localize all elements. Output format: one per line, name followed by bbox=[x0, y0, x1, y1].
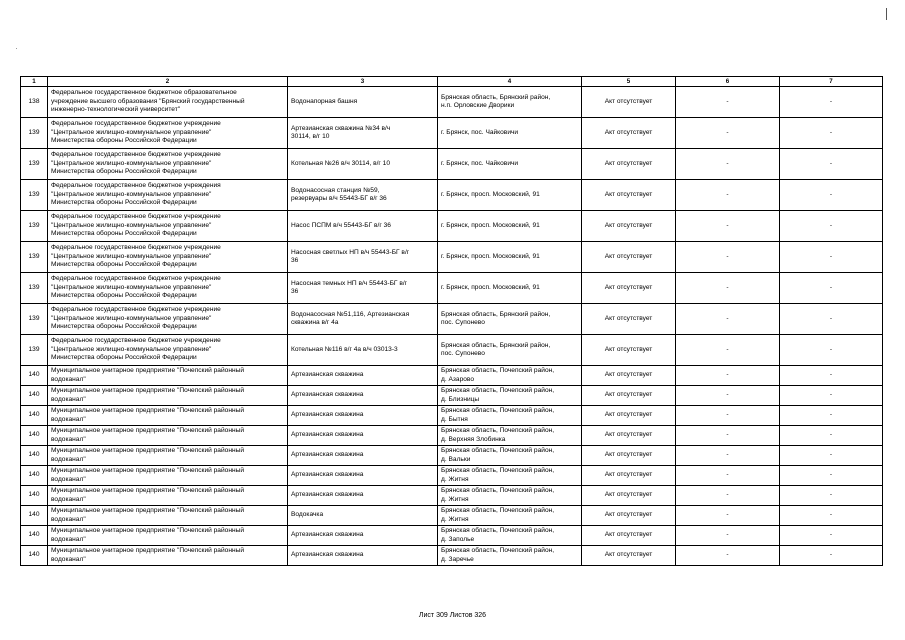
act-status-cell: Акт отсутствует bbox=[582, 273, 676, 304]
column-7-cell: - bbox=[780, 180, 883, 211]
header-col-4: 4 bbox=[438, 77, 582, 87]
column-7-cell: - bbox=[780, 426, 883, 446]
organization-cell: Федеральное государственное бюджетное учреждение "Центральное жилищно-коммунальное управление" Министерства обороны Российской Федерации bbox=[48, 273, 288, 304]
address-cell: г. Брянск, просп. Московский, 91 bbox=[438, 273, 582, 304]
object-cell: Артезианская скважина №34 в/ч 30114, в/г 10 bbox=[288, 118, 438, 149]
organization-cell: Муниципальное унитарное предприятие "Почепский районный водоканал" bbox=[48, 466, 288, 486]
header-col-7: 7 bbox=[780, 77, 883, 87]
row-number-cell: 139 bbox=[21, 180, 48, 211]
row-number-cell: 140 bbox=[21, 446, 48, 466]
address-cell: Брянская область, Почепский район, д. Бытня bbox=[438, 406, 582, 426]
column-6-cell: - bbox=[676, 406, 780, 426]
act-status-cell: Акт отсутствует bbox=[582, 304, 676, 335]
column-7-cell: - bbox=[780, 118, 883, 149]
object-cell: Насосная светлых НП в/ч 55443-БГ в/г 36 bbox=[288, 242, 438, 273]
column-6-cell: - bbox=[676, 180, 780, 211]
column-7-cell: - bbox=[780, 406, 883, 426]
act-status-cell: Акт отсутствует bbox=[582, 118, 676, 149]
header-col-6: 6 bbox=[676, 77, 780, 87]
address-cell: Брянская область, Брянский район, пос. Супонево bbox=[438, 335, 582, 366]
column-7-cell: - bbox=[780, 446, 883, 466]
row-number-cell: 139 bbox=[21, 118, 48, 149]
table-row bbox=[21, 406, 883, 426]
column-6-cell: - bbox=[676, 446, 780, 466]
act-status-cell: Акт отсутствует bbox=[582, 386, 676, 406]
address-cell: Брянская область, Брянский район, пос. Супонево bbox=[438, 304, 582, 335]
column-6-cell: - bbox=[676, 273, 780, 304]
address-cell: Брянская область, Почепский район, д. Житня bbox=[438, 486, 582, 506]
address-cell: Брянская область, Почепский район, д. Верхняя Злобинка bbox=[438, 426, 582, 446]
table-row bbox=[21, 366, 883, 386]
address-cell: Брянская область, Почепский район, д. Заполье bbox=[438, 526, 582, 546]
header-col-1: 1 bbox=[21, 77, 48, 87]
act-status-cell: Акт отсутствует bbox=[582, 242, 676, 273]
row-number-cell: 140 bbox=[21, 546, 48, 566]
object-cell: Котельная №116 в/г 4а в/ч 03013-3 bbox=[288, 335, 438, 366]
address-cell: г. Брянск, пос. Чайковичи bbox=[438, 118, 582, 149]
column-6-cell: - bbox=[676, 506, 780, 526]
row-number-cell: 140 bbox=[21, 386, 48, 406]
object-cell: Водонапорная башня bbox=[288, 87, 438, 118]
act-status-cell: Акт отсутствует bbox=[582, 211, 676, 242]
organization-cell: Федеральное государственное бюджетное учреждение "Центральное жилищно-коммунальное управление" Министерства обороны Российской Федерации bbox=[48, 211, 288, 242]
object-cell: Артезианская скважина bbox=[288, 366, 438, 386]
object-cell: Артезианская скважина bbox=[288, 486, 438, 506]
scan-speck bbox=[16, 48, 17, 49]
column-6-cell: - bbox=[676, 87, 780, 118]
organization-cell: Муниципальное унитарное предприятие "Почепский районный водоканал" bbox=[48, 406, 288, 426]
organization-cell: Муниципальное унитарное предприятие "Почепский районный водоканал" bbox=[48, 366, 288, 386]
act-status-cell: Акт отсутствует bbox=[582, 446, 676, 466]
act-status-cell: Акт отсутствует bbox=[582, 366, 676, 386]
object-cell: Артезианская скважина bbox=[288, 406, 438, 426]
address-cell: г. Брянск, пос. Чайковичи bbox=[438, 149, 582, 180]
object-cell: Насосная темных НП в/ч 55443-БГ в/г 36 bbox=[288, 273, 438, 304]
column-6-cell: - bbox=[676, 386, 780, 406]
table-row bbox=[21, 546, 883, 566]
organization-cell: Федеральное государственное бюджетное учреждение "Центральное жилищно-коммунальное управление" Министерства обороны Российской Федерации bbox=[48, 149, 288, 180]
organization-cell: Муниципальное унитарное предприятие "Почепский районный водоканал" bbox=[48, 386, 288, 406]
table-row bbox=[21, 426, 883, 446]
header-col-3: 3 bbox=[288, 77, 438, 87]
row-number-cell: 140 bbox=[21, 486, 48, 506]
column-6-cell: - bbox=[676, 526, 780, 546]
row-number-cell: 140 bbox=[21, 426, 48, 446]
table-row bbox=[21, 466, 883, 486]
column-7-cell: - bbox=[780, 486, 883, 506]
organization-cell: Муниципальное унитарное предприятие "Почепский районный водоканал" bbox=[48, 506, 288, 526]
column-7-cell: - bbox=[780, 506, 883, 526]
object-cell: Артезианская скважина bbox=[288, 466, 438, 486]
address-cell: Брянская область, Почепский район, д. Житня bbox=[438, 506, 582, 526]
organization-cell: Муниципальное унитарное предприятие "Почепский районный водоканал" bbox=[48, 486, 288, 506]
column-7-cell: - bbox=[780, 386, 883, 406]
table-row bbox=[21, 149, 883, 180]
object-cell: Водонасосная станция №59, резервуары в/ч 55443-БГ в/г 36 bbox=[288, 180, 438, 211]
act-status-cell: Акт отсутствует bbox=[582, 426, 676, 446]
table-row bbox=[21, 273, 883, 304]
table-row bbox=[21, 386, 883, 406]
object-cell: Артезианская скважина bbox=[288, 446, 438, 466]
table-row bbox=[21, 446, 883, 466]
column-7-cell: - bbox=[780, 546, 883, 566]
organization-cell: Муниципальное унитарное предприятие "Почепский районный водоканал" bbox=[48, 446, 288, 466]
organization-cell: Федеральное государственное бюджетное образовательное учреждение высшего образования "Брянский государственный инженерно-технологический университет" bbox=[48, 87, 288, 118]
table-row bbox=[21, 506, 883, 526]
address-cell: Брянская область, Почепский район, д. Вальки bbox=[438, 446, 582, 466]
act-status-cell: Акт отсутствует bbox=[582, 87, 676, 118]
row-number-cell: 140 bbox=[21, 466, 48, 486]
column-6-cell: - bbox=[676, 304, 780, 335]
act-status-cell: Акт отсутствует bbox=[582, 506, 676, 526]
object-cell: Водокачка bbox=[288, 506, 438, 526]
address-cell: Брянская область, Почепский район, д. Заречье bbox=[438, 546, 582, 566]
object-cell: Артезианская скважина bbox=[288, 546, 438, 566]
column-6-cell: - bbox=[676, 149, 780, 180]
table-row bbox=[21, 180, 883, 211]
column-6-cell: - bbox=[676, 546, 780, 566]
table-row bbox=[21, 304, 883, 335]
object-cell: Артезианская скважина bbox=[288, 426, 438, 446]
organization-cell: Федеральное государственное бюджетное учреждение "Центральное жилищно-коммунальное управление" Министерства обороны Российской Федерации bbox=[48, 118, 288, 149]
row-number-cell: 139 bbox=[21, 335, 48, 366]
header-row bbox=[21, 77, 883, 87]
act-status-cell: Акт отсутствует bbox=[582, 546, 676, 566]
column-6-cell: - bbox=[676, 242, 780, 273]
column-7-cell: - bbox=[780, 466, 883, 486]
column-7-cell: - bbox=[780, 335, 883, 366]
row-number-cell: 140 bbox=[21, 526, 48, 546]
table-row bbox=[21, 335, 883, 366]
row-number-cell: 140 bbox=[21, 406, 48, 426]
organization-cell: Муниципальное унитарное предприятие "Почепский районный водоканал" bbox=[48, 426, 288, 446]
organization-cell: Муниципальное унитарное предприятие "Почепский районный водоканал" bbox=[48, 546, 288, 566]
row-number-cell: 140 bbox=[21, 366, 48, 386]
address-cell: Брянская область, Почепский район, д. Житня bbox=[438, 466, 582, 486]
column-6-cell: - bbox=[676, 118, 780, 149]
object-cell: Артезианская скважина bbox=[288, 386, 438, 406]
page-footer: Лист 309 Листов 326 bbox=[418, 612, 487, 619]
act-status-cell: Акт отсутствует bbox=[582, 466, 676, 486]
organization-cell: Федеральное государственное бюджетное учреждения "Центральное жилищно-коммунальное управление" Министерства обороны Российской Федерации bbox=[48, 180, 288, 211]
column-6-cell: - bbox=[676, 366, 780, 386]
column-7-cell: - bbox=[780, 87, 883, 118]
column-6-cell: - bbox=[676, 335, 780, 366]
column-7-cell: - bbox=[780, 366, 883, 386]
object-cell: Водонасосная №51,116, Артезианская скважина в/г 4а bbox=[288, 304, 438, 335]
table-row bbox=[21, 211, 883, 242]
organization-cell: Муниципальное унитарное предприятие "Почепский районный водоканал" bbox=[48, 526, 288, 546]
column-6-cell: - bbox=[676, 466, 780, 486]
scan-edge-mark bbox=[886, 8, 887, 20]
column-6-cell: - bbox=[676, 426, 780, 446]
row-number-cell: 138 bbox=[21, 87, 48, 118]
row-number-cell: 139 bbox=[21, 304, 48, 335]
organization-cell: Федеральное государственное бюджетное учреждение "Центральное жилищно-коммунальное управление" Министерства обороны Российской Федерации bbox=[48, 242, 288, 273]
row-number-cell: 140 bbox=[21, 506, 48, 526]
organization-cell: Федеральное государственное бюджетное учреждение "Центральное жилищно-коммунальное управление" Министерства обороны Российской Федерации bbox=[48, 335, 288, 366]
address-cell: г. Брянск, просп. Московский, 91 bbox=[438, 180, 582, 211]
address-cell: Брянская область, Брянский район, н.п. Орловские Дворики bbox=[438, 87, 582, 118]
row-number-cell: 139 bbox=[21, 242, 48, 273]
object-cell: Котельная №26 в/ч 30114, в/г 10 bbox=[288, 149, 438, 180]
act-status-cell: Акт отсутствует bbox=[582, 180, 676, 211]
column-6-cell: - bbox=[676, 211, 780, 242]
table-row bbox=[21, 486, 883, 506]
row-number-cell: 139 bbox=[21, 211, 48, 242]
header-col-5: 5 bbox=[582, 77, 676, 87]
column-7-cell: - bbox=[780, 211, 883, 242]
organization-cell: Федеральное государственное бюджетное учреждение "Центральное жилищно-коммунальное управление" Министерства обороны Российской Федерации bbox=[48, 304, 288, 335]
act-status-cell: Акт отсутствует bbox=[582, 486, 676, 506]
address-cell: Брянская область, Почепский район, д. Азарово bbox=[438, 366, 582, 386]
act-status-cell: Акт отсутствует bbox=[582, 526, 676, 546]
table-row bbox=[21, 87, 883, 118]
object-cell: Артезианская скважина bbox=[288, 526, 438, 546]
column-6-cell: - bbox=[676, 486, 780, 506]
column-7-cell: - bbox=[780, 526, 883, 546]
column-7-cell: - bbox=[780, 149, 883, 180]
address-cell: г. Брянск, просп. Московский, 91 bbox=[438, 211, 582, 242]
address-cell: Брянская область, Почепский район, д. Близницы bbox=[438, 386, 582, 406]
act-status-cell: Акт отсутствует bbox=[582, 335, 676, 366]
column-7-cell: - bbox=[780, 273, 883, 304]
row-number-cell: 139 bbox=[21, 149, 48, 180]
object-cell: Насос ПСПМ в/ч 55443-БГ в/г 36 bbox=[288, 211, 438, 242]
column-7-cell: - bbox=[780, 242, 883, 273]
column-7-cell: - bbox=[780, 304, 883, 335]
act-status-cell: Акт отсутствует bbox=[582, 149, 676, 180]
address-cell: г. Брянск, просп. Московский, 91 bbox=[438, 242, 582, 273]
table-row bbox=[21, 526, 883, 546]
act-status-cell: Акт отсутствует bbox=[582, 406, 676, 426]
table-row bbox=[21, 242, 883, 273]
header-col-2: 2 bbox=[48, 77, 288, 87]
row-number-cell: 139 bbox=[21, 273, 48, 304]
table-row bbox=[21, 118, 883, 149]
registry-table bbox=[20, 76, 883, 566]
